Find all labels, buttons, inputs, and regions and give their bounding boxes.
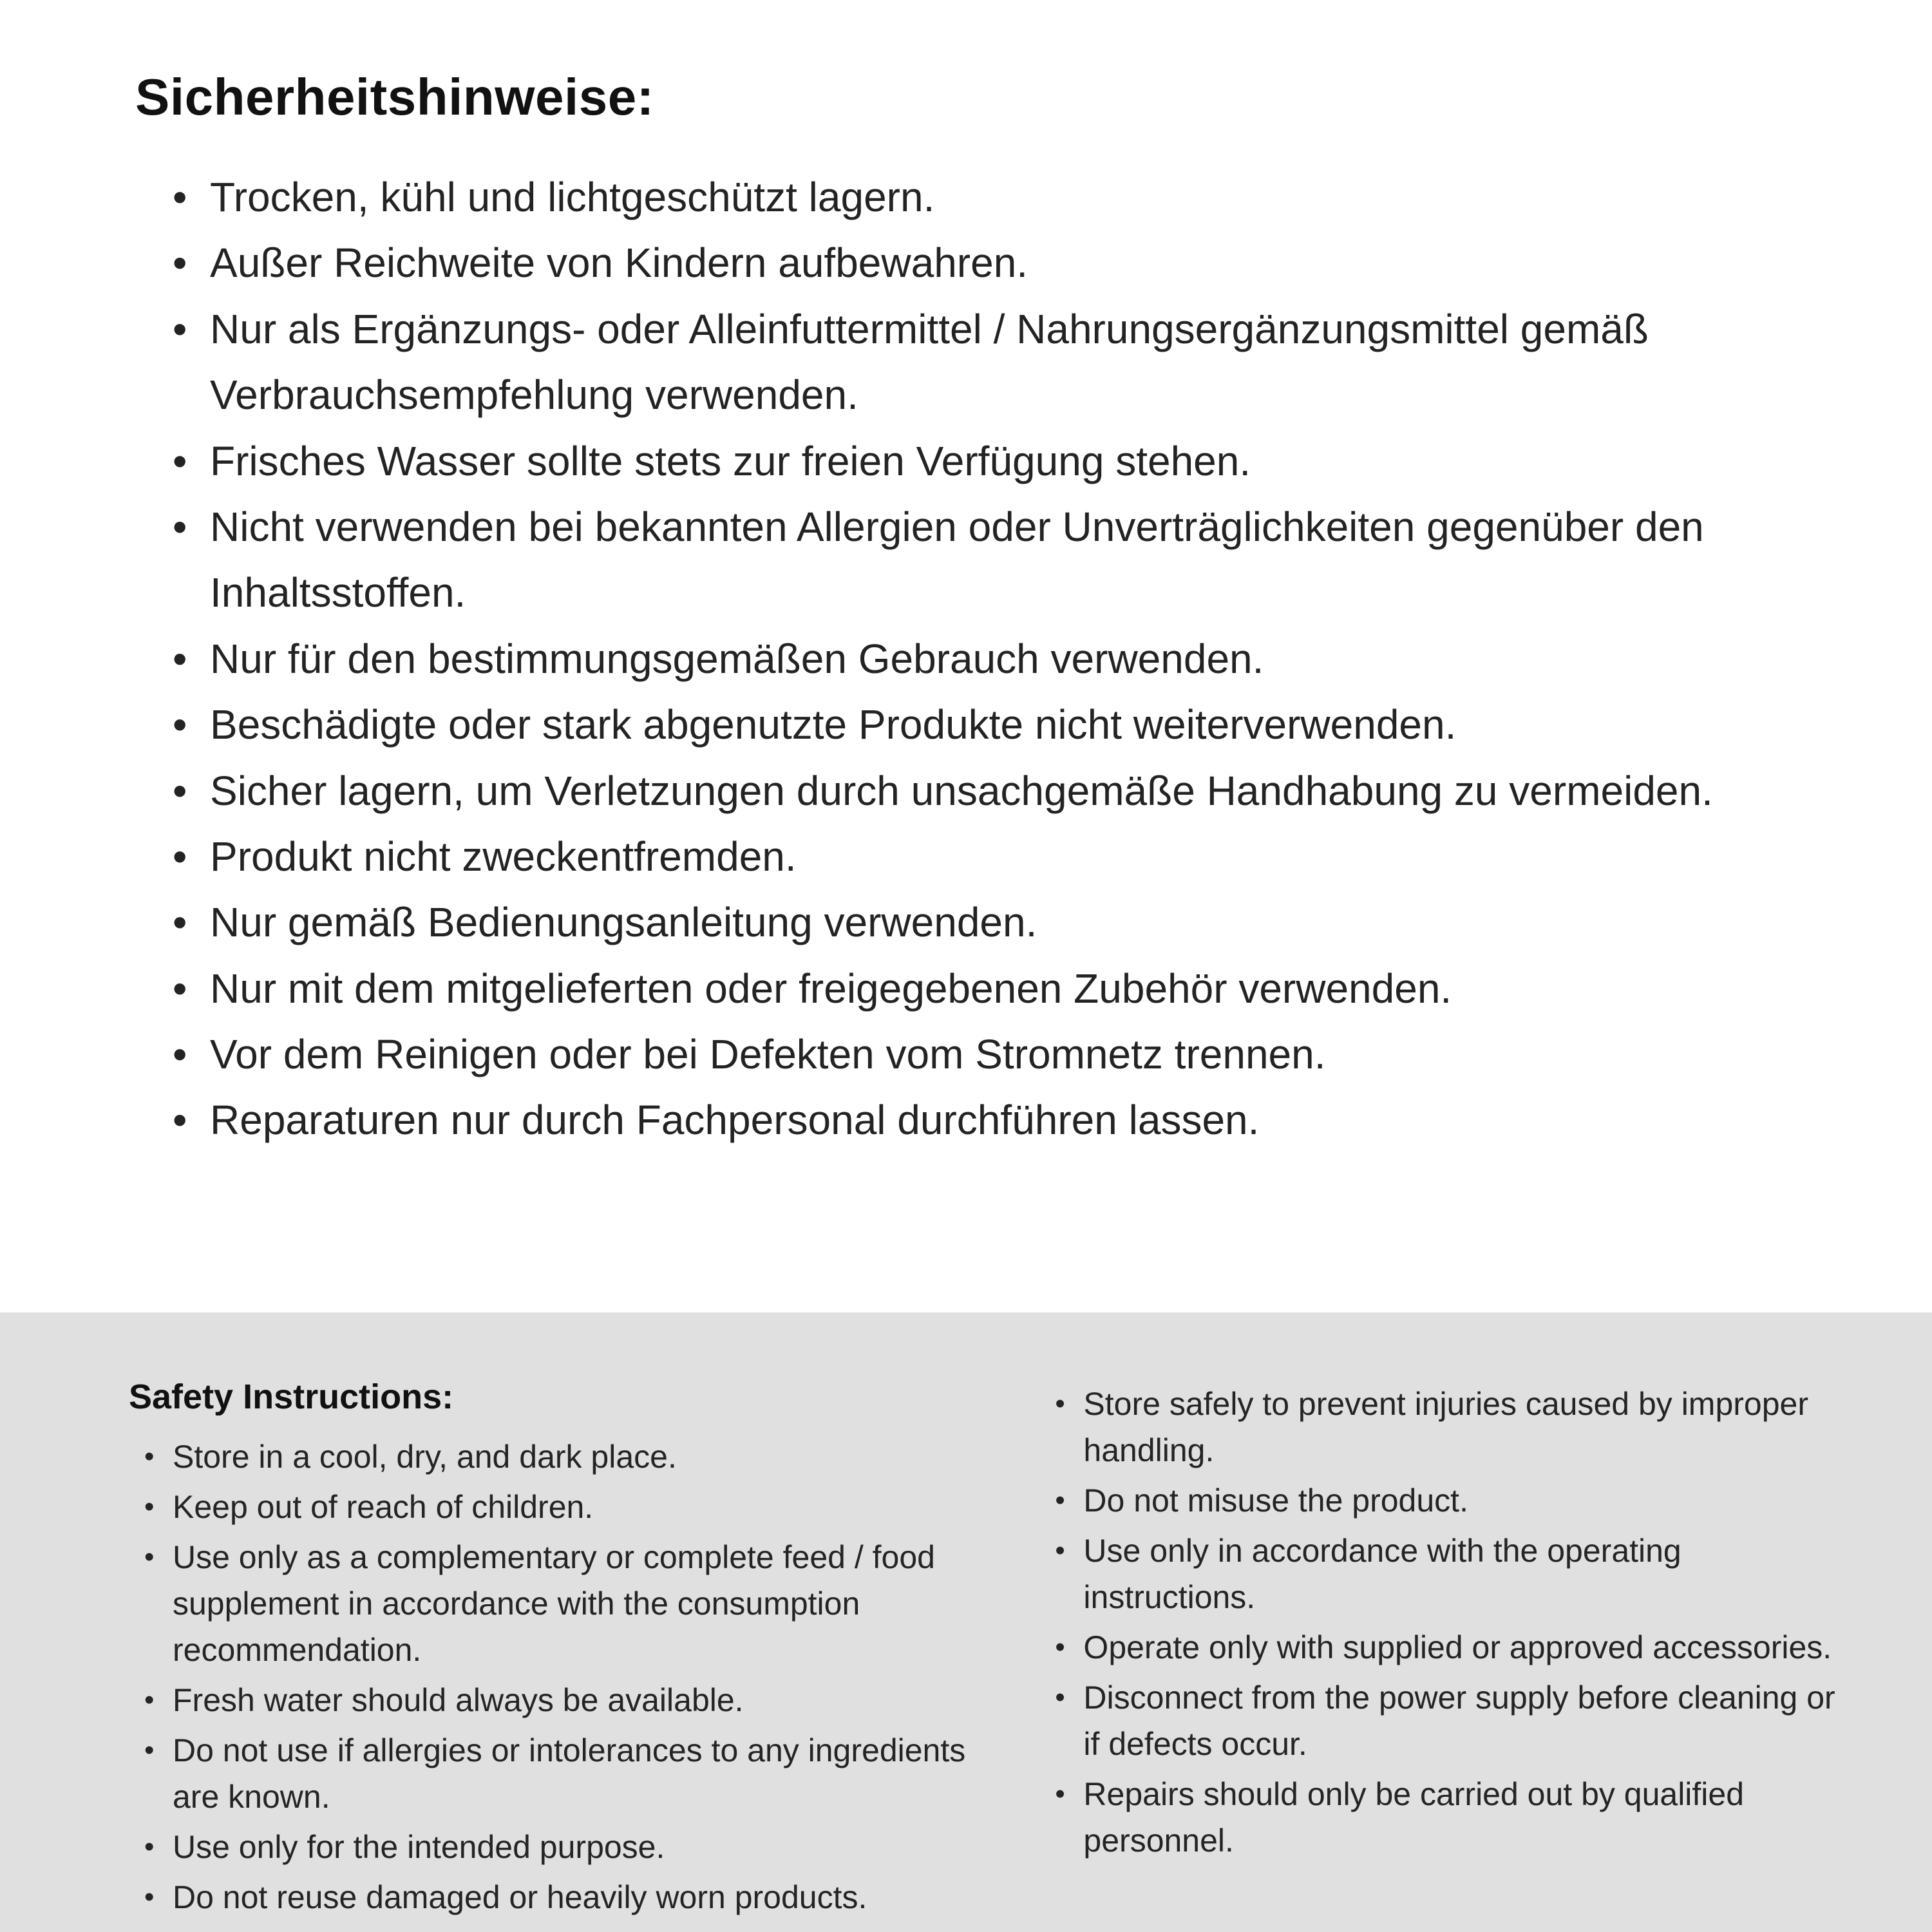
list-item: • Fresh water should always be available. (144, 1677, 969, 1723)
english-right-column (1039, 1377, 1842, 1932)
english-section-title: Safety Instructions: (129, 1378, 454, 1416)
list-item: • Use only for the intended purpose. (144, 1824, 969, 1870)
list-item: • Nicht verwenden bei bekannten Allergien oder Unverträglichkeiten gegenüber den Inhaltsstoffen. (173, 494, 1816, 626)
list-item: • Reparaturen nur durch Fachpersonal durchführen lassen. (173, 1087, 1816, 1153)
list-item: • Do not use if allergies or intolerances to any ingredients are known. (144, 1727, 969, 1820)
list-item: • Nur gemäß Bedienungsanleitung verwenden. (173, 889, 1816, 955)
english-section (0, 1312, 1932, 1932)
list-item: • Keep out of reach of children. (144, 1484, 969, 1530)
list-item: • Trocken, kühl und lichtgeschützt lagern. (173, 164, 1816, 230)
english-left-column (129, 1377, 969, 1932)
list-item: • Operate only with supplied or approved accessories. (1055, 1624, 1842, 1671)
list-item: • Store safely to prevent injuries caused by improper handling. (1055, 1381, 1842, 1473)
list-item: • Sicher lagern, um Verletzungen durch unsachgemäße Handhabung zu vermeiden. (173, 758, 1816, 824)
german-section-title: Sicherheitshinweise: (135, 68, 654, 126)
list-item: • Beschädigte oder stark abgenutzte Produkte nicht weiterverwenden. (173, 692, 1816, 757)
list-item: • Do not misuse the product. (1055, 1477, 1842, 1524)
english-instructions-list-left (129, 1434, 969, 1920)
list-item: • Disconnect from the power supply before cleaning or if defects occur. (1055, 1674, 1842, 1767)
list-item: • Repairs should only be carried out by qualified personnel. (1055, 1771, 1842, 1864)
list-item: • Produkt nicht zweckentfremden. (173, 824, 1816, 889)
list-item: • Frisches Wasser sollte stets zur freien Verfügung stehen. (173, 428, 1816, 494)
list-item: • Vor dem Reinigen oder bei Defekten vom Stromnetz trennen. (173, 1021, 1816, 1087)
list-item: • Use only as a complementary or complete feed / food supplement in accordance with the consumption recommendation. (144, 1534, 969, 1673)
list-item: • Do not reuse damaged or heavily worn products. (144, 1874, 969, 1920)
list-item: • Außer Reichweite von Kindern aufbewahren. (173, 230, 1816, 296)
german-instructions-list (135, 164, 1816, 1153)
list-item: • Use only in accordance with the operating instructions. (1055, 1528, 1842, 1620)
list-item: • Nur als Ergänzungs- oder Alleinfuttermittel / Nahrungsergänzungsmittel gemäß Verbrauchsempfehlung verwenden. (173, 296, 1816, 428)
list-item: • Nur mit dem mitgelieferten oder freigegebenen Zubehör verwenden. (173, 956, 1816, 1021)
list-item: • Nur für den bestimmungsgemäßen Gebrauch verwenden. (173, 626, 1816, 692)
english-instructions-list-right (1039, 1381, 1842, 1864)
list-item: • Store in a cool, dry, and dark place. (144, 1434, 969, 1480)
